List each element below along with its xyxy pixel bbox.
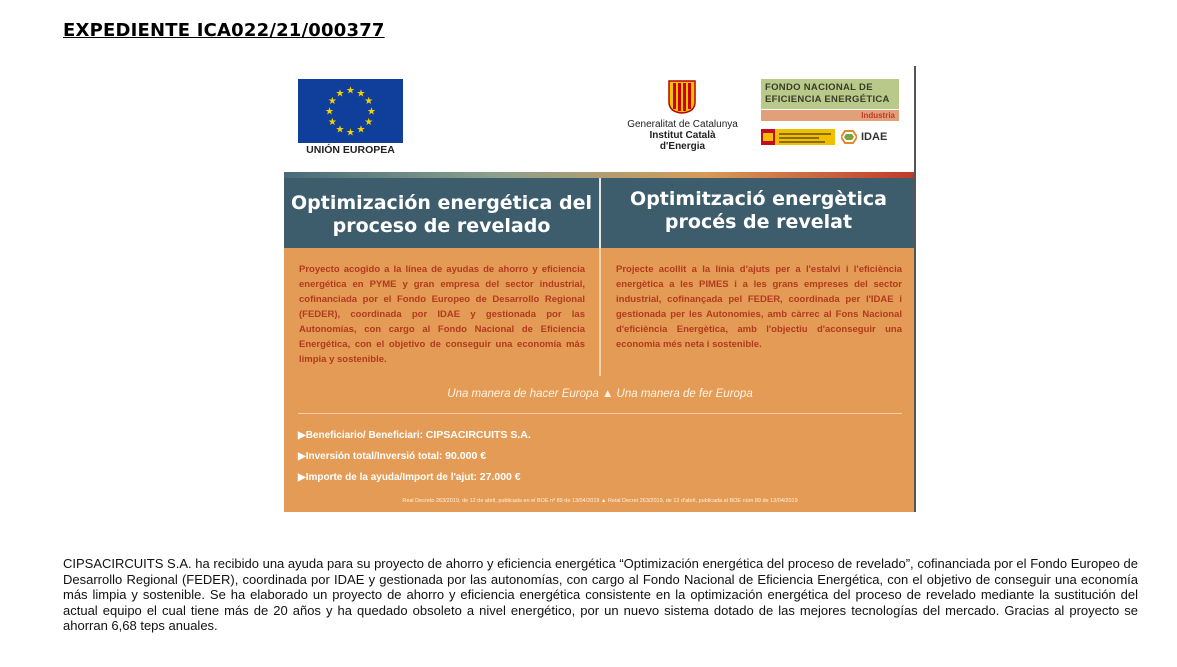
eu-star-icon: ★ xyxy=(335,124,345,136)
generalitat-logo-text xyxy=(610,119,755,152)
eu-star-icon: ★ xyxy=(327,117,337,128)
investment-row xyxy=(298,450,486,462)
legal-footnote: Real Decreto 263/2019, de 12 de abril, publicada en el BOE nº 89 de 13/04/2019 ▲ Reial Decret 263/2019, de 12 d'abril, publicada al BOE núm 89 de 13/04/2019 xyxy=(402,498,798,504)
eu-star-icon: ★ xyxy=(346,127,355,139)
description-paragraph: CIPSACIRCUITS S.A. ha recibido una ayuda para su proyecto de ahorro y eficiencia energética “Optimización energética del proceso de revelado”, cofinanciada por el Fondo Europeo de Desarrollo Regional (FEDER), coordinada por IDAE y gestionada por las autonomías, con cargo al Fondo Nacional de Eficiencia Energética, con el objetivo de conseguir una economía más limpia y sostenible. Se ha elaborado un proyecto de ahorro y eficiencia energética consistente en la optimización energética del proceso de revelado mediante la sustitución del actual equipo el cual tiene más de 20 años y ha quedado obsoleto a nivel energético, por un nuevo sistema dotado de las mejores tecnologías del mercado. Gracias al proyecto se ahorran 6,68 teps anuales. xyxy=(63,556,1138,633)
eu-star-icon: ★ xyxy=(356,124,366,136)
investment-value: 90.000 € xyxy=(445,450,487,462)
beneficiary-row xyxy=(298,429,531,441)
generalitat-shield-icon xyxy=(668,80,696,114)
eu-star-icon: ★ xyxy=(325,106,334,118)
eu-star-icon: ★ xyxy=(356,88,366,100)
eu-star-icon: ★ xyxy=(364,96,374,107)
motto: Una manera de hacer Europa ▲ Una manera de fer Europa xyxy=(447,388,753,400)
eu-star-icon: ★ xyxy=(346,85,355,97)
beneficiary-label: ▶Beneficiario/ Beneficiari: xyxy=(298,430,423,441)
investment-label: ▶Inversión total/Inversió total: xyxy=(298,451,443,462)
heading-catalan: Optimització energètica procés de revelat xyxy=(630,188,887,233)
gencat-line1: Generalitat de Catalunya xyxy=(627,119,738,130)
eu-label: UNIÓN EUROPEA xyxy=(306,144,395,156)
idae-label: IDAE xyxy=(861,131,888,143)
spanish-government-logo xyxy=(761,129,835,145)
funding-poster xyxy=(284,66,916,512)
body-text-catalan: Projecte acollit a la línia d'ajuts per a l'estalvi i l'eficiència energètica a les PIMES i a les grans empreses del sector industrial, cofinançada pel FEDER, coordinada per l'IDAE i gestionada per les Autonomies, amb càrrec al Fons Nacional d'eficiència Energètica, amb l'objectiu d'aconseguir una economia més neta i sostenible. xyxy=(616,264,902,350)
fnee-title: FONDO NACIONAL DE EFICIENCIA ENERGÉTICA xyxy=(761,79,899,109)
beneficiary-value: CIPSACIRCUITS S.A. xyxy=(425,429,531,441)
eu-star-icon: ★ xyxy=(367,106,376,118)
fnee-logos xyxy=(761,123,899,153)
eu-star-icon: ★ xyxy=(335,88,345,100)
gencat-line3: d'Energia xyxy=(659,141,706,152)
eu-flag-logo xyxy=(298,79,403,143)
separator-line xyxy=(298,413,902,414)
eu-stars-icon xyxy=(298,79,403,143)
gencat-line2: Institut Català xyxy=(649,130,716,141)
body-divider xyxy=(599,248,601,376)
document-title: EXPEDIENTE ICA022/21/000377 xyxy=(63,20,385,41)
poster-edge-line xyxy=(914,66,916,512)
aid-row xyxy=(298,471,521,483)
eu-star-icon: ★ xyxy=(364,117,374,128)
aid-label: ▶Importe de la ayuda/Import de l'ajut: xyxy=(298,472,477,483)
fnee-logo xyxy=(761,79,899,155)
body-text-spanish: Proyecto acogido a la línea de ayudas de ahorro y eficiencia energética en PYME y gran empresa del sector industrial, cofinanciada por el Fondo Europeo de Desarrollo Regional (FEDER), coordinada por IDAE y gestionada por las Autonomías, con cargo al Fondo Nacional de Eficiencia Energética, con el objetivo de conseguir una economía más limpia y sostenible. xyxy=(299,264,585,365)
idae-mark-icon xyxy=(841,130,857,144)
fnee-band: Industria xyxy=(761,110,899,121)
eu-star-icon: ★ xyxy=(327,96,337,107)
heading-spanish: Optimización energética del proceso de revelado xyxy=(291,192,592,237)
aid-value: 27.000 € xyxy=(479,471,521,483)
